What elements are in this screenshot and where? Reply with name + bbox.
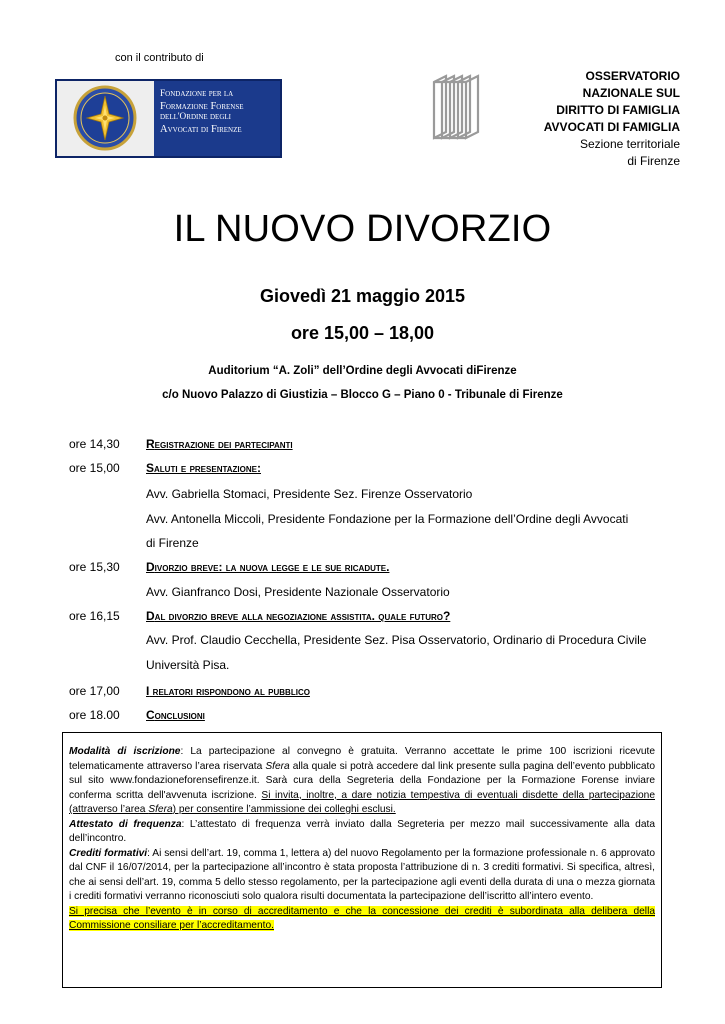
iscrizione-text-2: alla quale si potrà accedere dal link presente sulla pagina dell’evento pubblicato sul sito www.fondazioneforensefirenze.it. Sarà cura della Segreteria della Fondazione per la Formazione Forense inviare conferma scritta dell'avvenuta iscrizione. — [69, 760, 656, 801]
program-time-3: ore 15,30 — [69, 560, 120, 574]
highlight-paragraph — [69, 905, 655, 934]
seal-icon — [57, 81, 154, 156]
iscrizione-sfera: Sfera — [265, 760, 290, 772]
attestato-paragraph — [69, 818, 655, 847]
crediti-paragraph — [69, 847, 655, 905]
org-line-3: DIRITTO DI FAMIGLIA — [556, 103, 680, 117]
notice-text — [69, 745, 655, 934]
speaker-miccoli: Avv. Antonella Miccoli, Presidente Fondazione per la Formazione dell’Ordine degli Avvocati — [146, 512, 629, 526]
attestato-text: : L’attestato di frequenza verrà inviato dalla Segreteria per mezzo mail successivamente alla data dell’incontro. — [69, 818, 655, 844]
iscrizione-underline-sfera: Sfera — [148, 804, 173, 815]
org-line-6: di Firenze — [627, 154, 680, 168]
speaker-stomaci: Avv. Gabriella Stomaci, Presidente Sez. Firenze Osservatorio — [146, 487, 473, 501]
org-line-2: NAZIONALE SUL — [582, 86, 680, 100]
venue-line-2: c/o Nuovo Palazzo di Giustizia – Blocco G – Piano 0 - Tribunale di Firenze — [162, 389, 563, 401]
contribution-label: con il contributo di — [115, 52, 204, 64]
books-icon — [430, 72, 482, 147]
crediti-label: Crediti formativi — [69, 847, 148, 859]
logo-text — [160, 89, 278, 135]
iscrizione-paragraph — [69, 745, 655, 818]
iscrizione-text-1: : La partecipazione al convegno è gratuita. Verranno accettate le prime 100 iscrizioni ricevute telematicamente attraverso l’area riservata — [69, 746, 655, 772]
speaker-cecchella: Avv. Prof. Claudio Cecchella, Presidente Sez. Pisa Osservatorio, Ordinario di Procedura Civile — [146, 633, 647, 647]
logo-line-4: Avvocati di Firenze — [160, 123, 242, 135]
event-title: IL NUOVO DIVORZIO — [173, 208, 552, 250]
speaker-dosi: Avv. Gianfranco Dosi, Presidente Nazionale Osservatorio — [146, 585, 450, 599]
org-line-1: OSSERVATORIO — [585, 69, 680, 83]
logo-line-2: Formazione Forense — [160, 100, 244, 112]
org-line-4: AVVOCATI DI FAMIGLIA — [543, 120, 680, 134]
logo-line-1: Fondazione per la — [160, 89, 234, 99]
speaker-cecchella-cont: Università Pisa. — [146, 658, 230, 672]
program-title-1: registrazione dei partecipanti — [146, 437, 293, 451]
program-time-6: ore 18.00 — [69, 708, 120, 722]
organization-block — [480, 68, 680, 170]
iscrizione-underline-1: Si invita, inoltre, a dare notizia tempestiva di eventuali disdette della partecipazione (attraverso l’area — [69, 789, 655, 815]
program-time-4: ore 16,15 — [69, 609, 120, 623]
program-time-2: ore 15,00 — [69, 461, 120, 475]
iscrizione-underline-2: ) per consentire l’ammissione dei colleghi esclusi. — [172, 804, 396, 815]
venue-line-1: Auditorium “A. Zoli” dell’Ordine degli Avvocati diFirenze — [208, 365, 517, 377]
program-title-5: i relatori rispondono al pubblico — [146, 684, 310, 698]
program-title-2: saluti e presentazione: — [146, 461, 261, 475]
accreditation-highlight: Si precisa che l’evento è in corso di accreditamento e che la concessione dei crediti è subordinata alla delibera della Commissione consiliare per l’accreditamento. — [69, 905, 655, 931]
program-title-3: divorzio breve: la nuova legge e le sue ricadute. — [146, 560, 390, 574]
program-title-4: dal divorzio breve alla negoziazione assistita. quale futuro? — [146, 609, 451, 623]
crediti-text: : Ai sensi dell’art. 19, comma 1, lettera a) del nuovo Regolamento per la formazione professionale n. 6 approvato dal CNF il 16/07/2014, per la partecipazione all’incontro è stata proposta l’attribuzione di n. 3 crediti formativi. Si specifica, altresì, che ai sensi dell’art. 19, comma 5 dello stesso regolamento, per la partecipazione agli eventi della durata di una o mezza giornata i crediti formativi verranno riconosciuti solo qualora risulti documentata la partecipazione dell’iscritto all’intero evento. — [69, 847, 655, 902]
program-time-5: ore 17,00 — [69, 684, 120, 698]
attestato-label: Attestato di frequenza — [69, 818, 182, 830]
logo-line-3: dell'Ordine degli — [160, 112, 231, 122]
speaker-miccoli-cont: di Firenze — [146, 536, 199, 550]
iscrizione-label: Modalità di iscrizione — [69, 746, 181, 757]
program-time-1: ore 14,30 — [69, 437, 120, 451]
event-date: Giovedì 21 maggio 2015 — [259, 286, 466, 306]
org-line-5: Sezione territoriale — [579, 137, 680, 151]
program-title-6: conclusioni — [146, 708, 205, 722]
event-hours: ore 15,00 – 18,00 — [290, 323, 435, 343]
